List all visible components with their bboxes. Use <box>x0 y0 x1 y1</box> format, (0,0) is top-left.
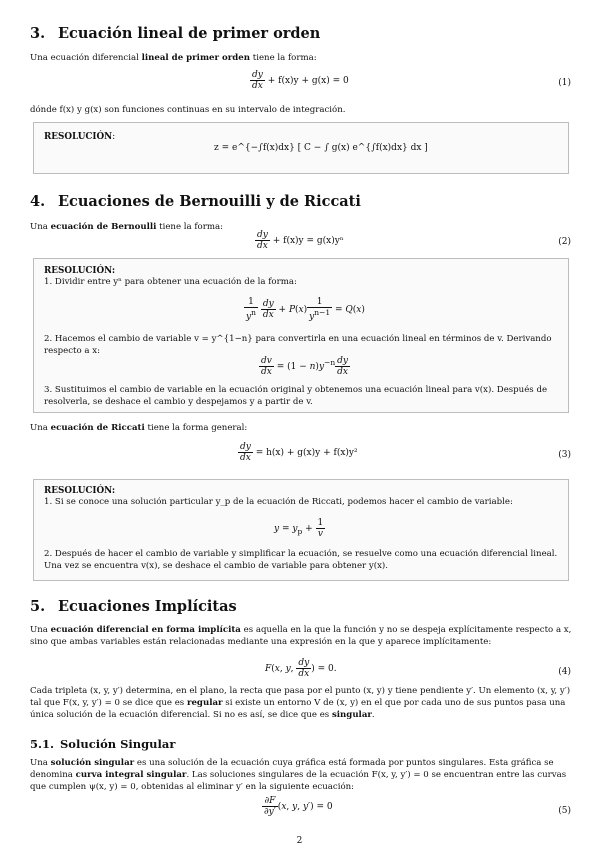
bernoulli-derivative: $\frac{dv}{dx}$ = $(1 - n)y^{-n}$ $\frac{dy}{dx}$ <box>261 356 349 377</box>
resolution-label: RESOLUCIÓN: <box>44 132 116 142</box>
bernoulli-intro: Una ecuación de Bernoulli tiene la forma: <box>30 222 223 232</box>
subsection-5-1-heading: 5.1. Solución Singular <box>30 737 176 751</box>
linear-solution-formula: z = e^{−∫f(x)dx} [ C − ∫ g(x) e^{∫f(x)dx} dx ] <box>214 143 428 153</box>
implicit-intro: Una ecuación diferencial en forma implícita es aquella en la que la función y no se despeja explícitamente respecto a x, sino que ambas variables están relacionadas mediante una expresión en la que y aparece implícitamente: <box>30 625 572 647</box>
riccati-substitution: $y = y_p$ + $\frac{1}{v}$ <box>274 518 324 539</box>
equation-5: $\frac{\partial F}{\partial y'}$ (x, y, y′) = 0 <box>264 796 333 817</box>
equation-4: F(x, y, $\frac{dy}{dx}$ ) = 0. <box>265 658 337 679</box>
equation-1: $\frac{dy}{dx}$ + f(x)y + g(x) = 0 <box>252 70 349 91</box>
section-3-after: dónde f(x) y g(x) son funciones continuas en su intervalo de integración. <box>30 105 346 115</box>
equation-5-number: (5) <box>558 806 571 816</box>
resolution-box-riccati <box>33 479 569 581</box>
section-4-heading: 4. Ecuaciones de Bernouilli y de Riccati <box>30 193 361 210</box>
riccati-step-1: 1. Si se conoce una solución particular y_p de la ecuación de Riccati, podemos hacer el cambio de variable: <box>44 497 513 507</box>
riccati-intro: Una ecuación de Riccati tiene la forma general: <box>30 423 248 433</box>
equation-3: $\frac{dy}{dx}$ = h(x) + g(x)y + f(x)y² <box>240 442 358 463</box>
bernoulli-step-1: 1. Dividir entre yⁿ para obtener una ecuación de la forma: <box>44 277 297 287</box>
bernoulli-divided-equation: $\frac{1}{y^n}$ $\frac{dy}{dx}$ + P(x) $\frac{1}{y^{n-1}}$ = Q(x) <box>246 297 365 322</box>
equation-1-number: (1) <box>558 78 571 88</box>
equation-2-number: (2) <box>558 237 571 247</box>
section-3-heading: 3. Ecuación lineal de primer orden <box>30 25 321 42</box>
resolution-label: RESOLUCIÓN: <box>44 266 116 276</box>
bernoulli-step-3: 3. Sustituimos el cambio de variable en la ecuación original y obtenemos una ecuación lineal para v(x). Después de resolverla, se deshace el cambio y despejamos y a partir de v. <box>44 385 548 407</box>
equation-2: $\frac{dy}{dx}$ + f(x)y = g(x)yⁿ <box>257 230 344 251</box>
section-3-intro: Una ecuación diferencial lineal de primer orden tiene la forma: <box>30 53 317 63</box>
resolution-label: RESOLUCIÓN: <box>44 486 116 496</box>
equation-4-number: (4) <box>558 667 571 677</box>
resolution-box-linear <box>33 122 569 174</box>
bernoulli-step-2: 2. Hacemos el cambio de variable v = y^{1−n} para convertirla en una ecuación lineal en términos de v. Derivando respecto a x: <box>44 334 552 356</box>
equation-3-number: (3) <box>558 450 571 460</box>
singular-solution-paragraph: Una solución singular es una solución de la ecuación cuya gráfica está formada por puntos singulares. Esta gráfica se denomina curva integral singular. Las soluciones singulares de la ecuación F(x, y, y′) = 0 se encuentran entre las curvas que cumplen ψ(x, y) = 0, obtenidas al eliminar y′ en la siguiente ecuación: <box>30 758 567 792</box>
section-5-heading: 5. Ecuaciones Implícitas <box>30 598 237 615</box>
resolution-box-bernoulli <box>33 258 569 413</box>
riccati-step-2: 2. Después de hacer el cambio de variable y simplificar la ecuación, se resuelve como una ecuación diferencial lineal. Una vez se encuentra v(x), se deshace el cambio de variable para obtener y(x). <box>44 549 558 571</box>
page-number: 2 <box>296 836 303 846</box>
regular-singular-paragraph: Cada tripleta (x, y, y′) determina, en el plano, la recta que pasa por el punto (x, y) y tiene pendiente y′. Un elemento (x, y, y′) tal que F(x, y, y′) = 0 se dice que es regular si existe un entorno V de (x, y) en el que por cada uno de sus puntos pasa una única solución de la ecuación diferencial. Si no es así, se dice que es singular. <box>30 686 571 720</box>
